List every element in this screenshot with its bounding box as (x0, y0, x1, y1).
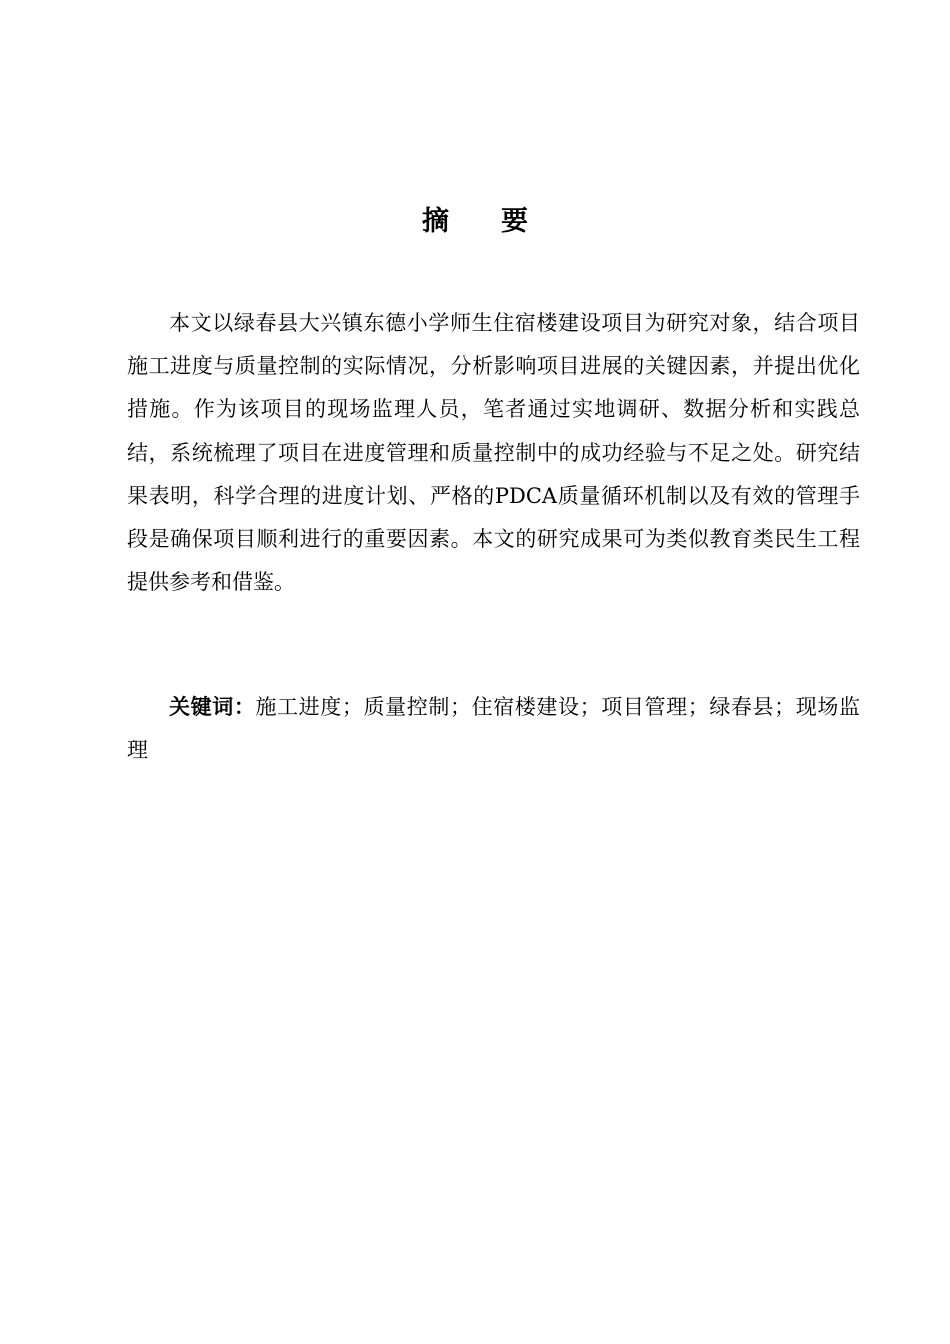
keywords-label: 关键词： (169, 695, 256, 719)
abstract-paragraph: 本文以绿春县大兴镇东德小学师生住宿楼建设项目为研究对象，结合项目施工进度与质量控制的实际情况，分析影响项目进展的关键因素，并提出优化措施。作为该项目的现场监理人员，笔者通过实地调研、数据分析和实践总结，系统梳理了项目在进度管理和质量控制中的成功经验与不足之处。研究结果表明，科学合理的进度计划、严格的PDCA质量循环机制以及有效的管理手段是确保项目顺利进行的重要因素。本文的研究成果可为类似教育类民生工程提供参考和借鉴。 (127, 311, 860, 595)
keywords-list: 施工进度；质量控制；住宿楼建设；项目管理；绿春县；现场监理 (127, 695, 860, 762)
abstract-heading (0, 200, 950, 244)
abstract-heading-char-1: 摘 (422, 206, 449, 237)
abstract-heading-char-2: 要 (501, 206, 528, 237)
keywords-paragraph (127, 686, 860, 772)
